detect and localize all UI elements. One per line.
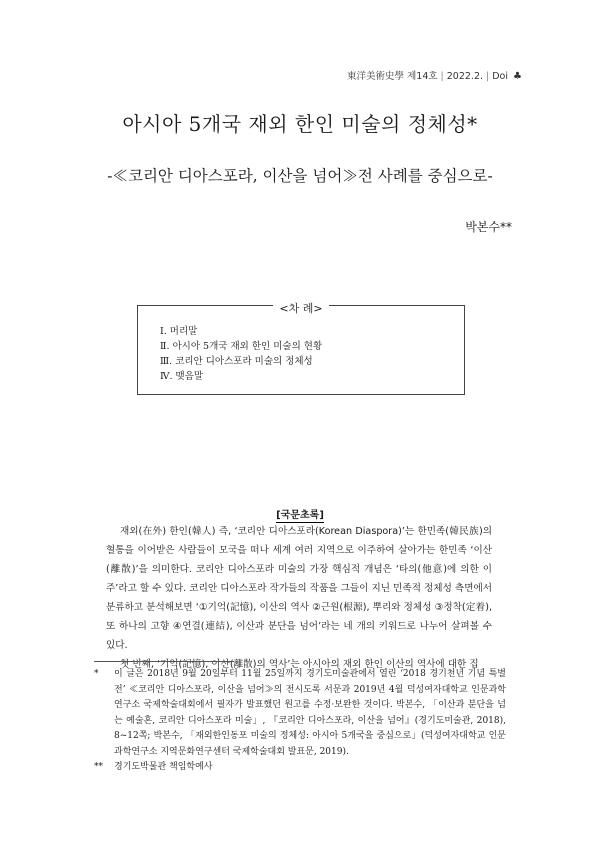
footnote (94, 760, 506, 776)
article-subtitle: -≪코리안 디아스포라, 이산을 넘어≫전 사례를 중심으로- (107, 167, 493, 185)
toc-heading-wrap (138, 297, 464, 316)
journal-date: 2022.2. (446, 71, 484, 82)
header-separator: | (486, 71, 490, 82)
abstract-paragraph: 첫 번째, ‘기억(記憶), 이산(離散)의 역사’는 아시아의 재외 한인 이산의 역사에 대한 집 (120, 659, 479, 670)
header-separator: | (440, 71, 444, 82)
footnote-text: 이 글은 2018년 9월 20일부터 11월 25일까지 경기도미술관에서 열린 ‘2018 경기천년 기념 특별전’ ≪코리안 디아스포라, 이산을 넘어≫의 전시도록 서문과 2019년 4월 덕성여자대학교 인문과학연구소 국제학술대회에서 필자가 발표했던 원고를 수정·보완한 것이다. 박본수, 「이산과 분단을 넘는 예술혼, 코리안 디아스포라 미술」, 『코리안 디아스포라, 이산을 넘어』(경기도미술관, 2018), 8~12쪽; 박본수, 「재외한인동포 미술의 정체성: 아시아 5개국을 중심으로」(덕성여자대학교 인문과학연구소 지역문화연구센터 국제학술대회 발표문, 2019). (114, 669, 506, 757)
club-icon: ♣ (513, 71, 522, 82)
toc-item[interactable]: Ⅳ. 맺음말 (160, 371, 204, 382)
abstract-paragraph: 재외(在外) 한인(韓人) 즉, ‘코리안 디아스포라(Korean Diaspora)’는 한민족(韓民族)의 혈통을 이어받은 사람들이 모국을 떠나 세계 여러 지역으로 이주하여 살아가는 한민족 ‘이산(離散)’을 의미한다. 코리안 디아스포라 미술의 가장 핵심적 개념은 ‘타의(他意)에 의한 이주’라고 할 수 있다. 코리안 디아스포라 작가들의 작품을 그들이 지닌 민족적 정체성 측면에서 분류하고 분석해보면 ‘①기억(記憶), 이산의 역사 ②근원(根源), 뿌리와 정체성 ③정착(定着), 또 하나의 고향 ④연결(連結), 이산과 분단을 넘어’라는 네 개의 키워드로 나누어 살펴볼 수 있다. (106, 526, 492, 651)
journal-name: 東洋美術史學 (347, 71, 405, 82)
abstract-heading-wrap (0, 506, 600, 521)
footnote-mark: * (94, 669, 99, 679)
footnote-text: 경기도박물관 책임학예사 (114, 762, 213, 772)
footnote-divider (94, 661, 234, 662)
footnote (94, 667, 506, 760)
author-name: 박본수** (465, 220, 512, 234)
toc-item[interactable]: Ⅲ. 코리안 디아스포라 미술의 정체성 (160, 356, 313, 367)
table-of-contents (137, 302, 465, 395)
doi-label[interactable]: Doi (492, 71, 508, 82)
toc-item[interactable]: Ⅱ. 아시아 5개국 재외 한인 미술의 현황 (160, 341, 323, 352)
footnotes (94, 667, 506, 776)
abstract-body (106, 522, 492, 674)
toc-item[interactable]: Ⅰ. 머리말 (160, 326, 198, 337)
journal-issue: 제14호 (407, 71, 438, 82)
journal-header (347, 68, 522, 82)
article-title: 아시아 5개국 재외 한인 미술의 정체성* (122, 112, 478, 136)
footnote-mark: ** (94, 762, 103, 772)
toc-list (160, 324, 322, 384)
abstract-heading: [국문초록] (276, 510, 324, 521)
toc-heading: <차 례> (273, 302, 328, 315)
